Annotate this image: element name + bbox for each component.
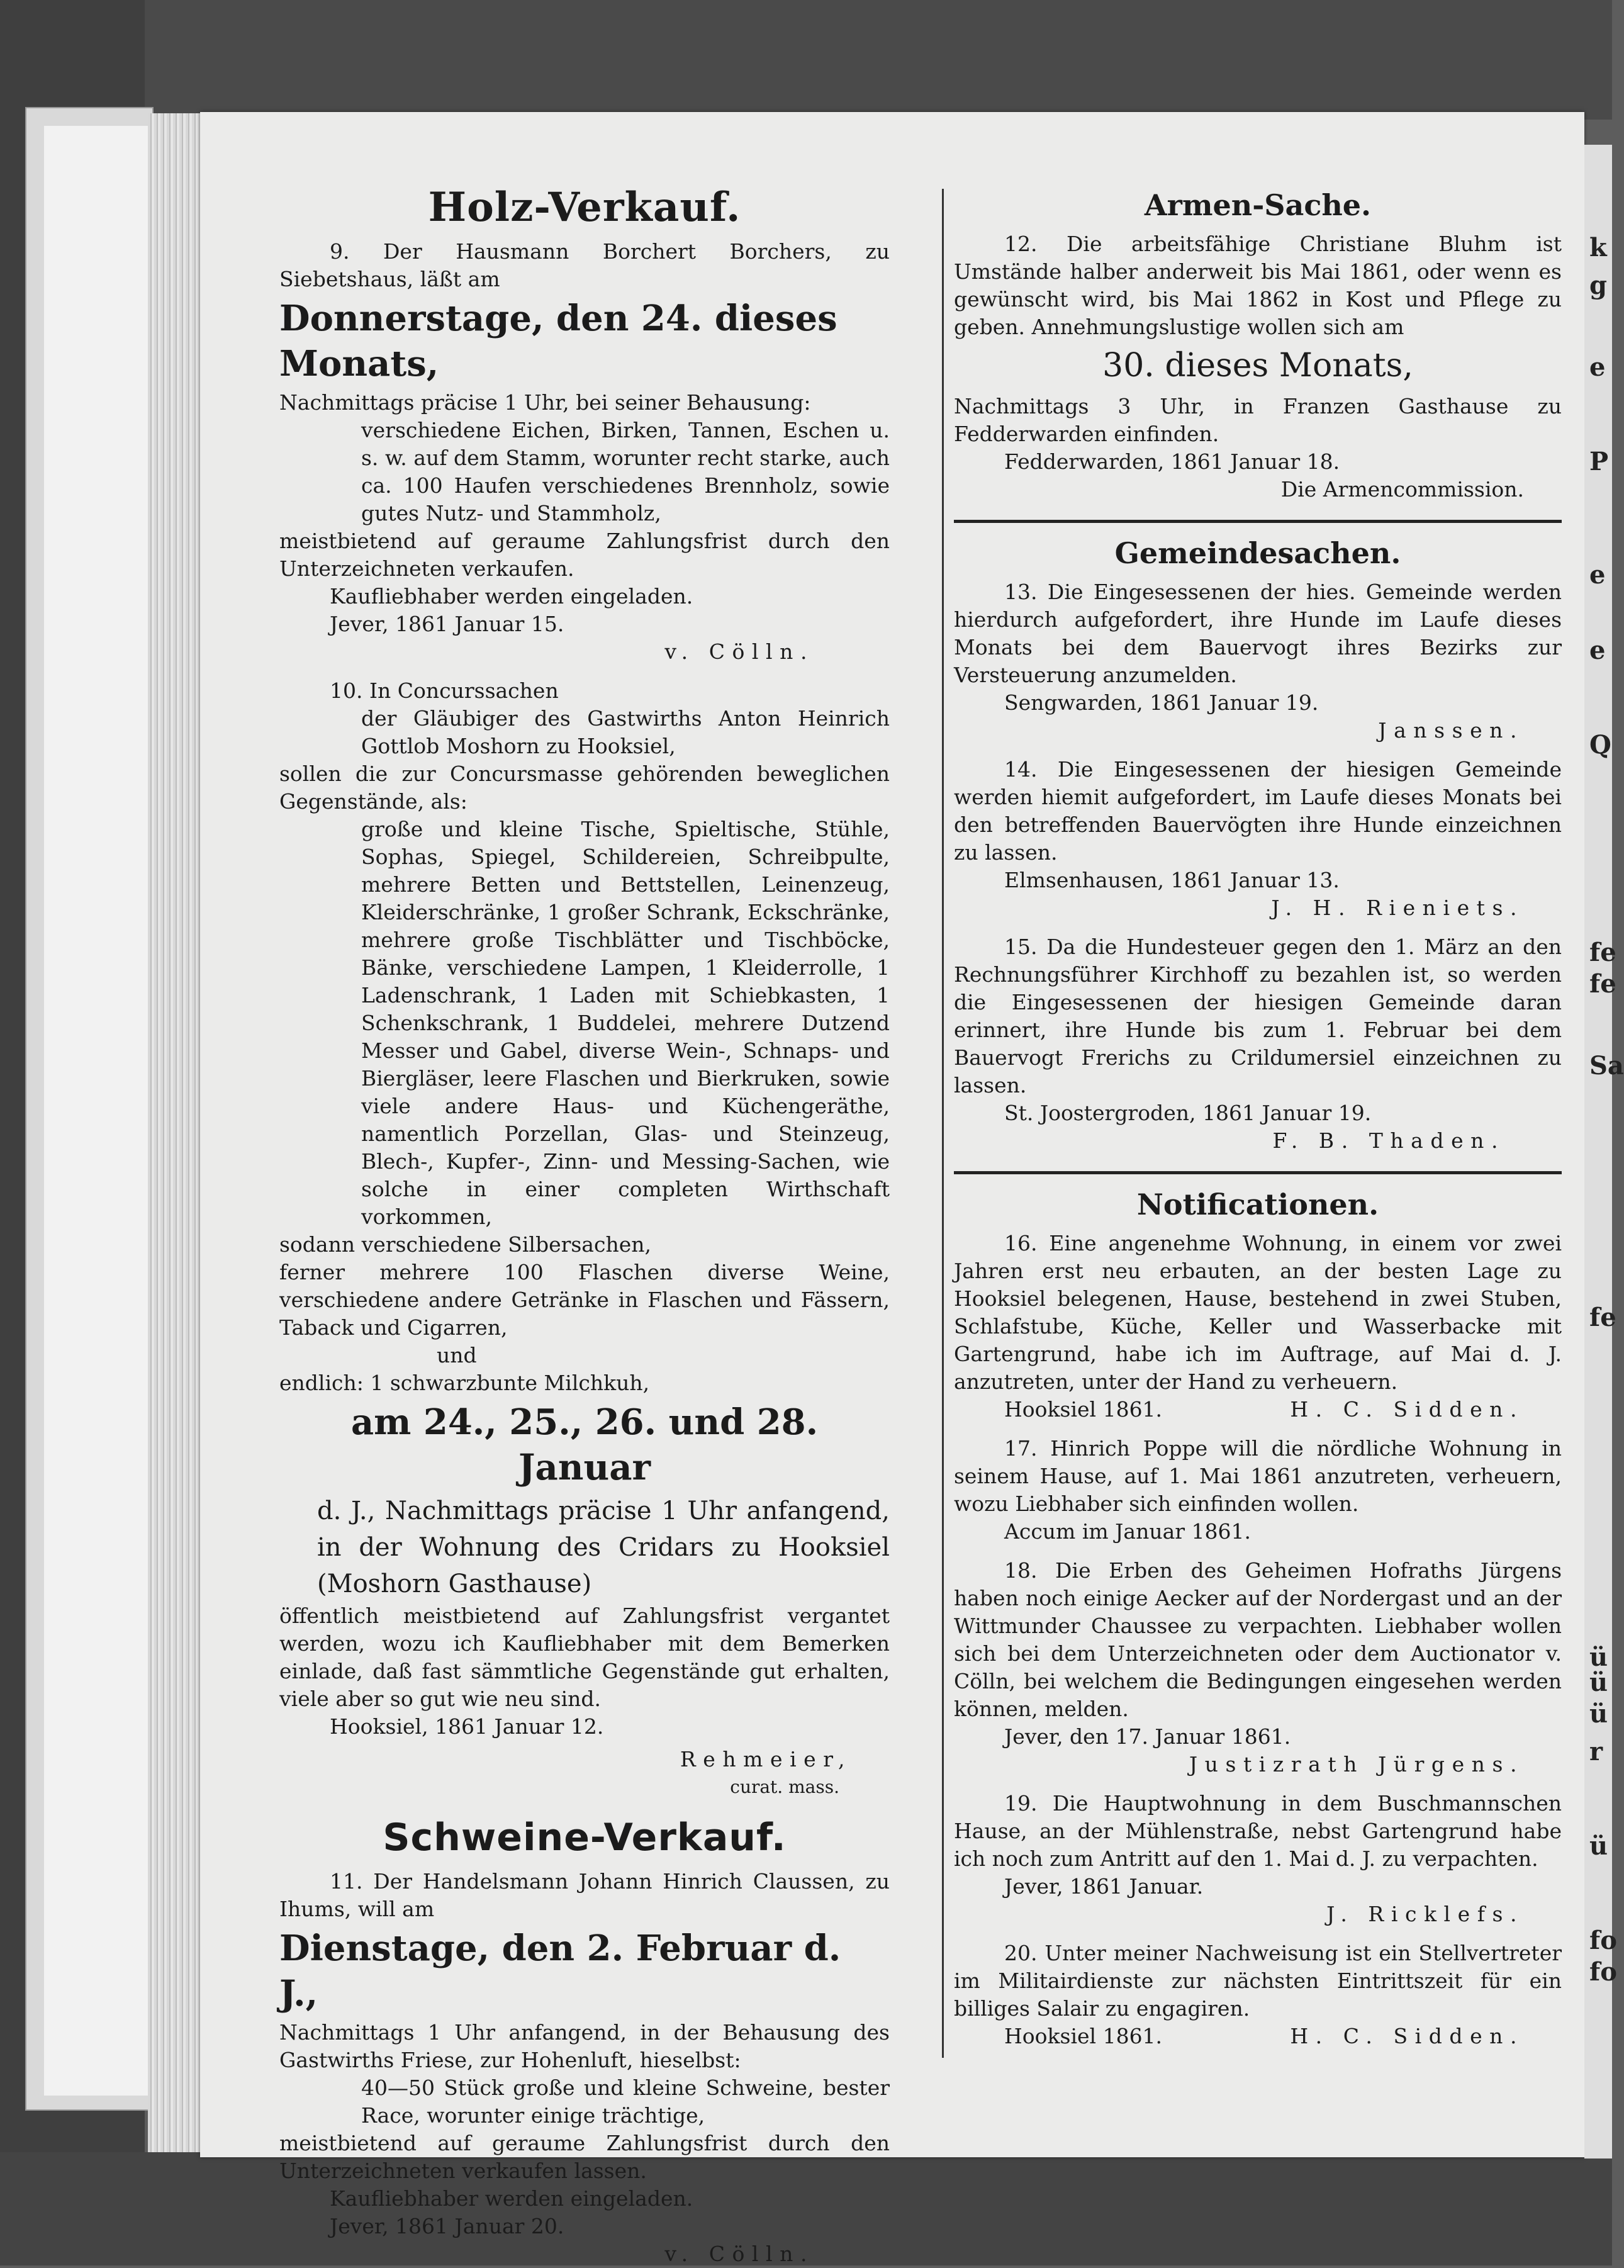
notice-intro: 9. Der Hausmann Borchert Borchers, zu Siebetshaus, läßt am — [279, 239, 890, 291]
section-notificationen — [954, 1186, 1562, 2050]
place-date: Sengwarden, 1861 Januar 19. — [1004, 690, 1319, 715]
auction-time: Nachmittags präcise 1 Uhr, bei seiner Behausung: — [279, 390, 811, 415]
auction-date: am 24., 25., 26. und 28. Januar — [350, 1401, 819, 1488]
margin-glyph: e — [1589, 560, 1606, 590]
section-rule — [954, 520, 1562, 523]
notice-14: 14. Die Eingesessenen der hiesigen Gemeinde werden hiemit aufgefordert, im Laufe dieses Monats bei den betreffenden Bauervögten ihre Hunde einzeichnen zu lassen. — [954, 757, 1562, 865]
signature: Justizrath Jürgens. — [1189, 1752, 1524, 1777]
signature: Die Armencommission. — [1280, 477, 1524, 502]
notice-20: 20. Unter meiner Nachweisung ist ein Stellvertreter im Militairdienste zur nächsten Eintrittszeit für ein billiges Salair zu engagiren. — [954, 1941, 1562, 2021]
margin-glyph: e — [1589, 352, 1606, 382]
meeting-date: 30. dieses Monats, — [1102, 347, 1413, 385]
notice-body: sollen die zur Concursmasse gehörenden beweglichen Gegenstände, als: — [279, 761, 890, 814]
heading-notificationen: Notificationen. — [1136, 1187, 1379, 1221]
notice-19: 19. Die Hauptwohnung in dem Buschmannschen Hause, an der Mühlenstraße, nebst Gartengrund habe ich noch zum Antritt auf den 1. Mai d. J. zu verpachten. — [954, 1791, 1562, 1871]
margin-glyph: g — [1589, 271, 1607, 300]
scan-background-top — [0, 0, 1612, 120]
notice-body: Nachmittags 3 Uhr, in Franzen Gasthause zu Fedderwarden einfinden. — [954, 394, 1562, 446]
margin-glyph: fo — [1589, 1957, 1617, 1987]
margin-glyph: ü — [1589, 1668, 1608, 1697]
place-date: Jever, 1861 Januar. — [1004, 1874, 1204, 1899]
signature: J. Ricklefs. — [1326, 1902, 1524, 1926]
notice-body: öffentlich meistbietend auf Zahlungsfrist vergantet werden, wozu ich Kaufliebhaber mit dem Bemerken einlade, daß fast sämmtliche Gegenstände gut erhalten, viele aber so gut wie neu sind. — [279, 1603, 890, 1711]
notice-13: 13. Die Eingesessenen der hies. Gemeinde werden hierdurch aufgefordert, ihre Hunde im Laufe dieses Monats bei dem Bauervogt ihres Bezirks zur Versteuerung anzumelden. — [954, 580, 1562, 687]
notice-armen-sache — [954, 186, 1562, 503]
margin-glyph: ü — [1589, 1699, 1608, 1729]
facing-page-edge — [1584, 145, 1624, 2159]
place-date: Elmsenhausen, 1861 Januar 13. — [1004, 868, 1340, 892]
notice-concurs — [279, 677, 890, 1801]
page-stack-edges — [148, 113, 204, 2152]
signature: v. Cölln. — [664, 639, 814, 664]
auction-time-location: d. J., Nachmittags präcise 1 Uhr anfangend, in der Wohnung des Cridars zu Hooksiel (Moshorn Gasthause) — [317, 1496, 890, 1598]
notice-16: 16. Eine angenehme Wohnung, in einem vor zwei Jahren erst neu erbauten, an der besten Lage zu Hooksiel belegenen, Hause, bestehend in zwei Stuben, Schlafstube, Küche, Keller und Wasserbacke mit Gartengrund, habe ich im Auftrage, auf Mai d. J. anzutreten, unter der Hand zu verheuern. — [954, 1231, 1562, 1394]
heading-holz-verkauf: Holz-Verkauf. — [428, 184, 741, 231]
invitation: Kaufliebhaber werden eingeladen. — [330, 584, 693, 609]
right-column — [954, 182, 1562, 2050]
notice-15: 15. Da die Hundesteuer gegen den 1. März an den Rechnungsführer Kirchhoff zu bezahlen ist, so werden die Eingesessenen der hiesigen Gemeinde daran erinnert, ihre Hunde bis zum 1. Februar bei dem Bauervogt Frerichs zu Crildumersiel einzeichnen zu lassen. — [954, 935, 1562, 1098]
conjunction: und — [437, 1343, 477, 1367]
place-date: Hooksiel, 1861 Januar 12. — [330, 1714, 604, 1739]
notice-body: endlich: 1 schwarzbunte Milchkuh, — [279, 1371, 650, 1395]
signature: F. B. Thaden. — [1272, 1128, 1505, 1153]
place-date: Jever, 1861 Januar 20. — [330, 2214, 564, 2238]
signature: Janssen. — [1378, 718, 1524, 743]
notice-body: sodann verschiedene Silbersachen, — [279, 1232, 651, 1257]
signature: v. Cölln. — [664, 2242, 814, 2266]
item-list: verschiedene Eichen, Birken, Tannen, Eschen u. s. w. auf dem Stamm, worunter recht starke, auch ca. 100 Haufen verschiedenes Brennholz, sowie gutes Nutz- und Stammholz, — [361, 418, 890, 525]
margin-glyph: r — [1589, 1737, 1603, 1766]
margin-glyph: fe — [1589, 969, 1616, 999]
place-date — [954, 2023, 1562, 2050]
signature: J. H. Rieniets. — [1271, 895, 1524, 920]
notice-holz-verkauf — [279, 182, 890, 666]
auction-date: Dienstage, den 2. Februar d. J., — [279, 1928, 841, 2014]
auction-date: Donnerstage, den 24. dieses Monats, — [279, 298, 837, 385]
invitation: Kaufliebhaber werden eingeladen. — [330, 2186, 693, 2211]
item-list: 40—50 Stück große und kleine Schweine, bester Race, worunter einige trächtige, — [361, 2075, 890, 2128]
signature: H. C. Sidden. — [1290, 2024, 1524, 2048]
margin-glyph: fo — [1589, 1926, 1617, 1955]
heading-schweine-verkauf: Schweine-Verkauf. — [383, 1816, 787, 1860]
item-list: große und kleine Tische, Spieltische, Stühle, Sophas, Spiegel, Schildereien, Schreibpulte, mehrere Betten und Bettstellen, Leinenzeug, Kleiderschränke, 1 großer Schrank, Eckschränke, mehrere große Tischblätter und Tischböcke, Bänke, verschiedene Lampen, 1 Kleiderrolle, 1 Ladenschrank, 1 Laden mit Schiebkasten, 1 Schenkschrank, 1 Buddelei, mehrere Dutzend Messer und Gabel, diverse Wein-, Schnaps- und Biergläser, leere Flaschen und Bierkruken, sowie viele andere Haus- und Küchengeräthe, namentlich Porzellan, Glas- und Steinzeug, Blech-, Kupfer-, Zinn- und Messing-Sachen, wie solche in einer completen Wirthschaft vorkommen, — [361, 817, 890, 1229]
notice-intro-creditors: der Gläubiger des Gastwirths Anton Heinrich Gottlob Moshorn zu Hooksiel, — [361, 706, 890, 758]
section-rule — [954, 1171, 1562, 1174]
auction-time: Nachmittags 1 Uhr anfangend, in der Behausung des Gastwirths Friese, zur Hohenluft, hieselbst: — [279, 2020, 890, 2072]
signature: H. C. Sidden. — [1290, 1397, 1524, 1422]
margin-glyph: fe — [1589, 938, 1616, 967]
signature-title: curat. mass. — [730, 1777, 839, 1797]
place-date: Fedderwarden, 1861 Januar 18. — [1004, 449, 1340, 474]
place-date: Jever, 1861 Januar 15. — [330, 612, 564, 636]
margin-glyph: Q — [1589, 730, 1611, 760]
place-date — [954, 1396, 1562, 1423]
notice-schweine-verkauf — [279, 1812, 890, 2268]
heading-armen-sache: Armen-Sache. — [1144, 188, 1372, 222]
place-date: St. Joostergroden, 1861 Januar 19. — [1004, 1101, 1372, 1125]
auction-terms: meistbietend auf geraume Zahlungsfrist durch den Unterzeichneten verkaufen. — [279, 529, 890, 581]
margin-glyph: ü — [1589, 1831, 1608, 1861]
place: Hooksiel 1861. — [1004, 1397, 1163, 1422]
place: Hooksiel 1861. — [1004, 2024, 1163, 2048]
margin-glyph: Sa — [1589, 1051, 1624, 1081]
left-column — [279, 182, 890, 2268]
notice-intro: 11. Der Handelsmann Johann Hinrich Claussen, zu Ihums, will am — [279, 1869, 890, 1921]
place-date: Jever, den 17. Januar 1861. — [1004, 1724, 1291, 1749]
notice-18: 18. Die Erben des Geheimen Hofraths Jürgens haben noch einige Aecker auf der Nordergast und an der Wittmunder Chaussee zu verpachten. Liebhaber wollen sich bei dem Unterzeichneten oder dem Auctionator v. Cölln, bei welchem die Bedingungen eingesehen werden können, melden. — [954, 1558, 1562, 1721]
column-divider — [942, 189, 944, 2058]
margin-glyph: fe — [1589, 1303, 1616, 1332]
margin-glyph: e — [1589, 636, 1606, 665]
book-flyleaf — [44, 126, 151, 2096]
notice-17: 17. Hinrich Poppe will die nördliche Wohnung in seinem Hause, auf 1. Mai 1861 anzutreten, verheuern, wozu Liebhaber sich einfinden wollen. — [954, 1436, 1562, 1516]
margin-glyph: ü — [1589, 1642, 1608, 1672]
margin-glyph: P — [1589, 447, 1609, 476]
notice-intro: 10. In Concurssachen — [330, 678, 559, 703]
notice-body: 12. Die arbeitsfähige Christiane Bluhm ist Umstände halber anderweit bis Mai 1861, oder wenn es gewünscht wird, bis Mai 1862 in Kost und Pflege zu geben. Annehmungslustige wollen sich am — [954, 232, 1562, 339]
heading-gemeindesachen: Gemeindesachen. — [1114, 536, 1401, 570]
section-gemeindesachen — [954, 534, 1562, 1155]
margin-glyph: k — [1589, 233, 1607, 262]
place-date: Accum im Januar 1861. — [1004, 1519, 1251, 1544]
notice-body: ferner mehrere 100 Flaschen diverse Weine, verschiedene andere Getränke in Flaschen und Fässern, Taback und Cigarren, — [279, 1260, 890, 1340]
auction-terms: meistbietend auf geraume Zahlungsfrist durch den Unterzeichneten verkaufen lassen. — [279, 2131, 890, 2183]
signature: Rehmeier, — [680, 1747, 852, 1771]
